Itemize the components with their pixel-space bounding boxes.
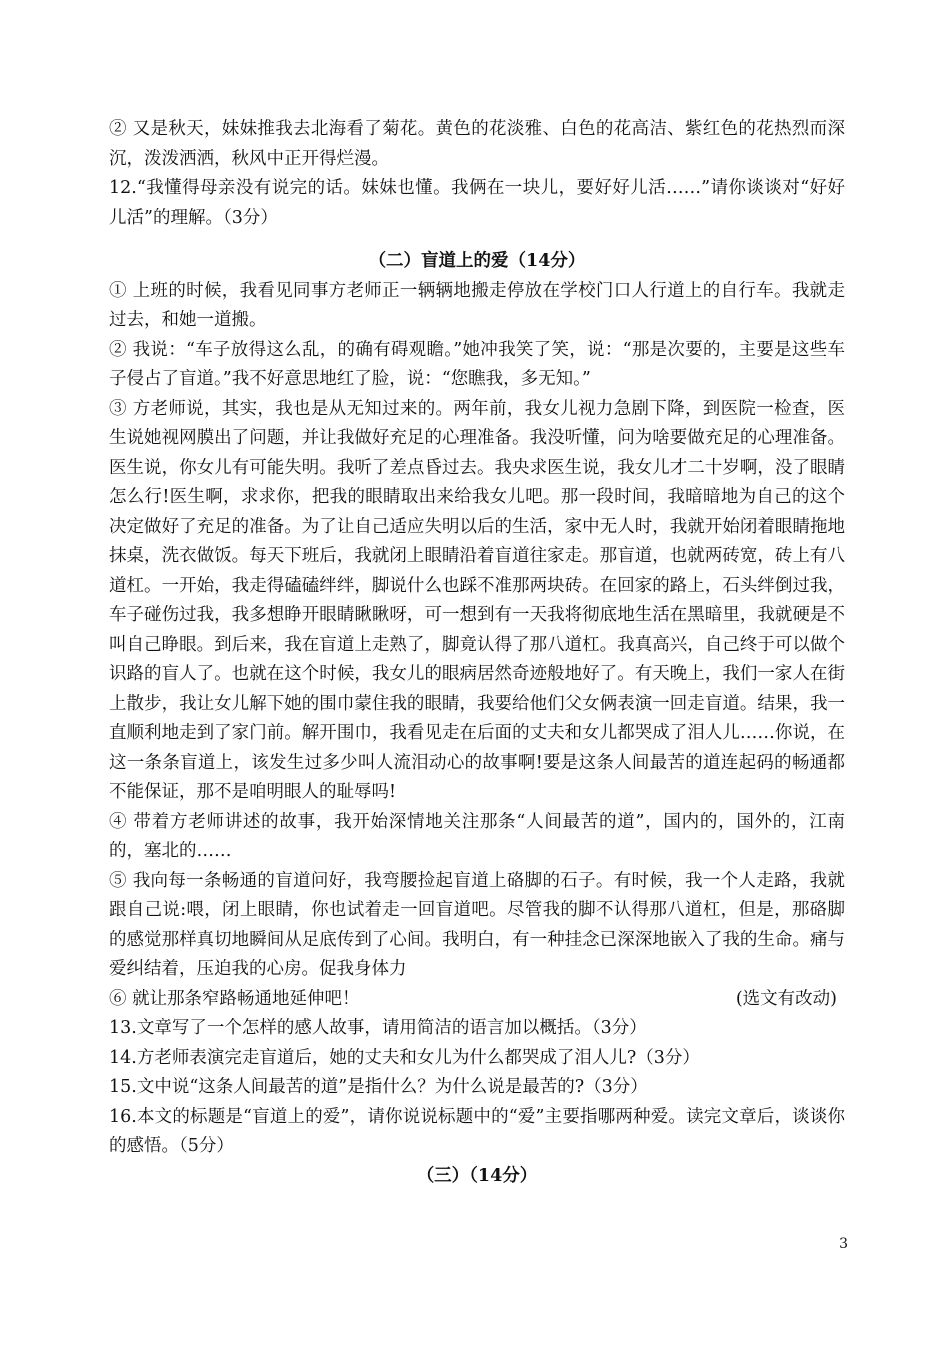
question-16: 16.本文的标题是“盲道上的爱”，请你说说标题中的“爱”主要指哪两种爱。读完文章后，谈谈你的感悟。（5分） — [109, 1106, 845, 1156]
page-number: 3 — [839, 1236, 848, 1252]
paragraph-1: ① 上班的时候，我看见同事方老师正一辆辆地搬走停放在学校门口人行道上的自行车。我就走过去，和她一道搬。 — [109, 280, 845, 330]
source-note: (选文有改动) — [735, 988, 837, 1009]
paragraph-3: ③ 方老师说，其实，我也是从无知过来的。两年前，我女儿视力急剧下降，到医院一检查，医生说她视网膜出了问题，并让我做好充足的心理准备。我没听懂，问为啥要做充足的心理准备。医生说，你女儿有可能失明。我听了差点昏过去。我央求医生说，我女儿才二十岁啊，没了眼睛怎么行!医生啊，求求你，把我的眼睛取出来给我女儿吧。那一段时间，我暗暗地为自己的这个决定做好了充足的准备。为了让自己适应失明以后的生活，家中无人时，我就开始闭着眼睛拖地抹桌，洗衣做饭。每天下班后，我就闭上眼睛沿着盲道往家走。那盲道，也就两砖宽，砖上有八道杠。一开始，我走得磕磕绊绊，脚说什么也踩不准那两块砖。在回家的路上，石头绊倒过我，车子碰伤过我，我多想睁开眼睛瞅瞅呀，可一想到有一天我将彻底地生活在黑暗里，我就硬是不叫自己睁眼。到后来，我在盲道上走熟了，脚竟认得了那八道杠。我真高兴，自己终于可以做个识路的盲人了。也就在这个时候，我女儿的眼病居然奇迹般地好了。有天晚上，我们一家人在街上散步，我让女儿解下她的围巾蒙住我的眼睛，我要给他们父女俩表演一回走盲道。结果，我一直顺利地走到了家门前。解开围巾，我看见走在后面的丈夫和女儿都哭成了泪人儿……你说，在这一条条盲道上，该发生过多少叫人流泪动心的故事啊!要是这条人间最苦的道连起码的畅通都不能保证，那不是咱明眼人的耻辱吗! — [109, 398, 845, 802]
document-page — [109, 115, 845, 1191]
question-14: 14.方老师表演完走盲道后，她的丈夫和女儿为什么都哭成了泪人儿?（3分） — [109, 1047, 700, 1068]
paragraph-5: ⑤ 我向每一条畅通的盲道问好，我弯腰捡起盲道上硌脚的石子。有时候，我一个人走路，我就跟自己说:喂，闭上眼睛，你也试着走一回盲道吧。尽管我的脚不认得那八道杠，但是，那硌脚的感觉那样真切地瞬间从足底传到了心间。我明白，有一种挂念已深深地嵌入了我的生命。痛与爱纠结着，压迫我的心房。促我身体力 — [109, 870, 845, 979]
paragraph-6-row — [109, 985, 845, 1015]
paragraph-top: ② 又是秋天，妹妹推我去北海看了菊花。黄色的花淡雅、白色的花高洁、紫红色的花热烈而深沉，泼泼洒洒，秋风中正开得烂漫。 — [109, 119, 845, 169]
question-13: 13.文章写了一个怎样的感人故事，请用简洁的语言加以概括。（3分） — [109, 1018, 647, 1038]
paragraph-2: ② 我说：“车子放得这么乱，的确有碍观瞻。”她冲我笑了笑，说：“那是次要的，主要是这些车子侵占了盲道。”我不好意思地红了脸，说：“您瞧我，多无知。” — [109, 339, 845, 389]
paragraph-6: ⑥ 就让那条窄路畅通地延伸吧！ — [109, 988, 360, 1009]
question-15: 15.文中说“这条人间最苦的道”是指什么？为什么说是最苦的?（3分） — [109, 1077, 648, 1097]
section-2-title: （二）盲道上的爱（14分） — [368, 251, 586, 271]
paragraph-4: ④ 带着方老师讲述的故事，我开始深情地关注那条“人间最苦的道”，国内的，国外的，江南的，塞北的…… — [109, 811, 845, 861]
question-12: 12.“我懂得母亲没有说完的话。妹妹也懂。我俩在一块儿，要好好儿活……”请你谈谈对“好好儿活”的理解。（3分） — [109, 178, 845, 228]
section-3-title: （三）（14分） — [416, 1165, 538, 1186]
